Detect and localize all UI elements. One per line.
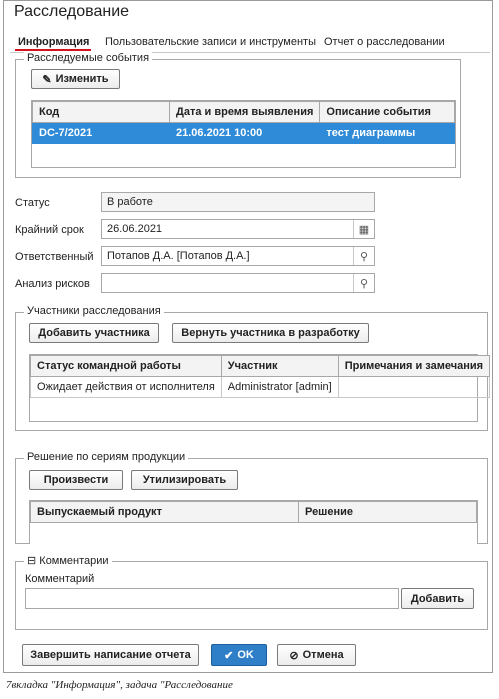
table-row[interactable] (31, 377, 490, 398)
cancel-button[interactable] (277, 644, 356, 666)
tab-information[interactable]: Информация (18, 36, 90, 48)
add-comment-button[interactable]: Добавить (401, 588, 474, 609)
column-header-participant[interactable]: Участник (221, 356, 338, 377)
figure-caption: 7вкладка "Информация", задача "Расследование (6, 679, 233, 691)
pencil-icon: ✎ (42, 73, 52, 86)
responsible-label: Ответственный (15, 251, 94, 263)
comments-section (15, 555, 488, 630)
status-label: Статус (15, 197, 50, 209)
search-icon[interactable]: ⚲ (353, 247, 374, 265)
status-value: В работе (107, 196, 153, 208)
table-header (33, 102, 455, 123)
edit-button[interactable] (31, 69, 120, 89)
cell-description: тест диаграммы (320, 123, 455, 144)
participants-section (15, 305, 488, 431)
cell-code: DC-7/2021 (33, 123, 170, 144)
tab-investigation-report[interactable]: Отчет о расследовании (324, 36, 445, 48)
series-table (29, 500, 478, 544)
check-icon: ✔ (224, 649, 234, 662)
dispose-button[interactable]: Утилизировать (131, 470, 238, 490)
cell-participant: Administrator [admin] (221, 377, 338, 398)
comment-input[interactable] (25, 588, 399, 609)
column-header-date[interactable]: Дата и время выявления (170, 102, 320, 123)
risk-analysis-label: Анализ рисков (15, 278, 90, 290)
column-header-decision[interactable]: Решение (299, 502, 477, 523)
comments-legend-label: Комментарии (39, 555, 109, 567)
cancel-icon: ⊘ (289, 649, 299, 662)
events-legend: Расследуемые события (24, 52, 152, 64)
deadline-field[interactable] (101, 219, 375, 239)
risk-analysis-field[interactable] (101, 273, 375, 293)
investigation-window (3, 0, 493, 673)
column-header-team-status[interactable]: Статус командной работы (31, 356, 222, 377)
table-header (31, 356, 490, 377)
active-tab-indicator (15, 49, 91, 51)
ok-button[interactable] (211, 644, 267, 666)
ok-button-label: OK (237, 649, 254, 661)
search-icon[interactable]: ⚲ (353, 274, 374, 292)
table-row[interactable] (33, 123, 455, 144)
events-table (31, 100, 456, 168)
deadline-value: 26.06.2021 (107, 223, 163, 235)
comments-legend[interactable] (24, 554, 112, 567)
column-header-description[interactable]: Описание события (320, 102, 455, 123)
responsible-value: Потапов Д.А. [Потапов Д.А.] (107, 250, 250, 262)
status-field (101, 192, 375, 212)
add-participant-button[interactable]: Добавить участника (29, 323, 159, 343)
return-participant-button[interactable]: Вернуть участника в разработку (172, 323, 369, 343)
deadline-label: Крайний срок (15, 224, 84, 236)
calendar-icon[interactable]: ▦ (353, 220, 374, 238)
responsible-field[interactable] (101, 246, 375, 266)
collapse-icon[interactable]: ⊟ (27, 555, 37, 567)
column-header-product[interactable]: Выпускаемый продукт (31, 502, 299, 523)
produce-button[interactable]: Произвести (29, 470, 123, 490)
finish-report-button[interactable]: Завершить написание отчета (22, 644, 199, 666)
column-header-notes[interactable]: Примечания и замечания (338, 356, 489, 377)
tab-user-records[interactable]: Пользовательские записи и инструменты (105, 36, 317, 48)
participants-legend: Участники расследования (24, 305, 164, 317)
table-header (31, 502, 477, 523)
cell-notes (338, 377, 489, 398)
comment-label: Комментарий (25, 573, 95, 585)
cell-date: 21.06.2021 10:00 (170, 123, 320, 144)
cell-team-status: Ожидает действия от исполнителя (31, 377, 222, 398)
column-header-code[interactable]: Код (33, 102, 170, 123)
series-legend: Решение по сериям продукции (24, 451, 188, 463)
cancel-button-label: Отмена (302, 649, 344, 661)
window-title: Расследование (14, 3, 130, 20)
series-section (15, 451, 488, 544)
participants-table (29, 354, 484, 422)
edit-button-label: Изменить (55, 73, 109, 85)
events-section (15, 52, 461, 178)
